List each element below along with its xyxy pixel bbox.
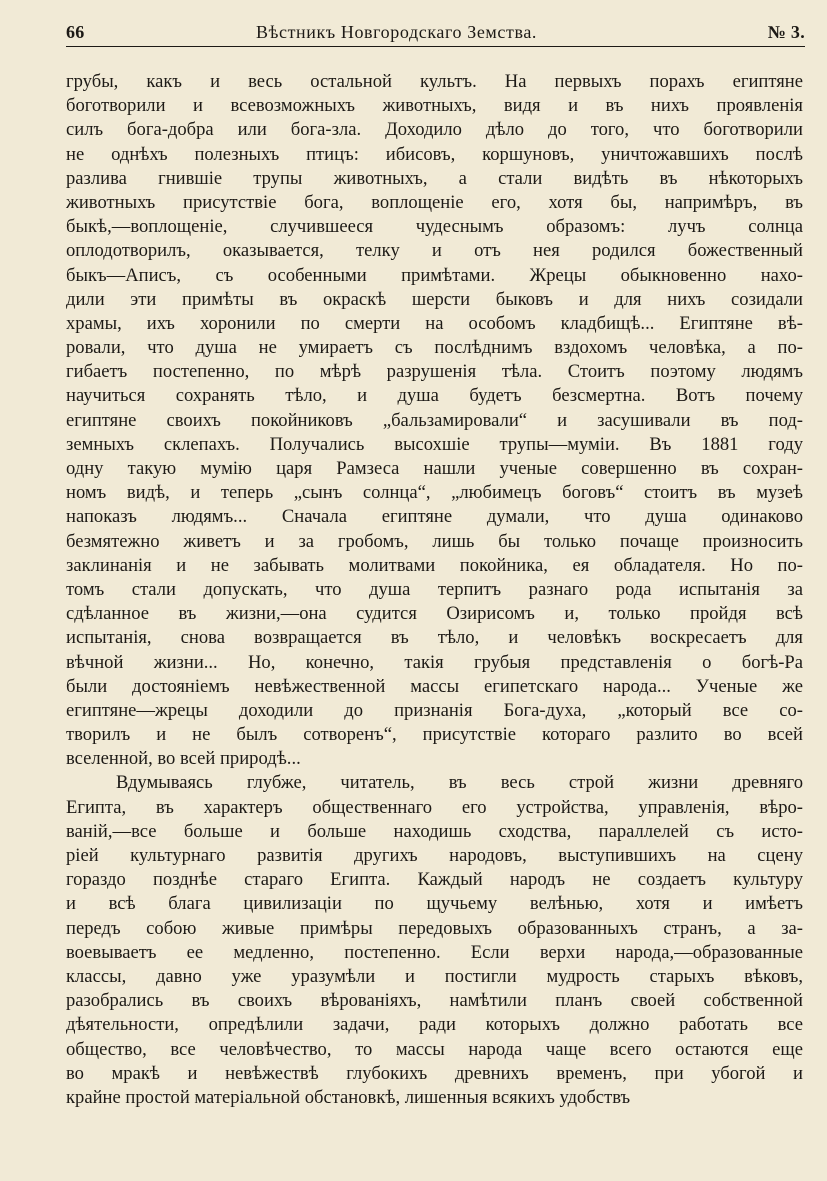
text-line: не однѣхъ полезныхъ птицъ: ибисовъ, коршуновъ, уничтожавшихъ послѣ [66, 143, 803, 165]
text-line: оплодотворилъ, оказывается, телку и отъ нея родился божественный [66, 240, 803, 262]
paragraph [66, 70, 803, 771]
text-line: быкъ—Аписъ, съ особенными примѣтами. Жрецы обыкновенно нахо- [66, 264, 803, 286]
text-line: творилъ и не былъ сотворенъ“, присутствіе котораго разлито во всей [66, 724, 803, 746]
text-line: заклинанія и не забывать молитвами покойника, ея обладателя. Но по- [66, 554, 803, 576]
text-line: испытанія, снова возвращается въ тѣло, и человѣкъ воскресаетъ для [66, 627, 803, 649]
journal-title: Вѣстникъ Новгородскаго Земства. [256, 22, 538, 42]
text-line: передъ собою живые примѣры передовыхъ образованныхъ странъ, а за- [66, 917, 803, 939]
text-line: дили эти примѣты въ окраскѣ шерсти быковъ и для нихъ созидали [66, 288, 803, 310]
text-line: крайне простой матеріальной обстановкѣ, лишенныя всякихъ удобствъ [66, 1086, 631, 1108]
text-line: научиться сохранять тѣло, и душа будетъ безсмертна. Вотъ почему [66, 385, 803, 407]
text-line: боготворили и всевозможныхъ животныхъ, видя и въ нихъ проявленія [66, 95, 803, 117]
text-line: животныхъ присутствіе бога, воплощеніе его, хотя бы, напримѣръ, въ [66, 191, 803, 213]
text-line: вселенной, во всей природѣ... [66, 748, 301, 770]
issue-number: № 3. [767, 22, 805, 42]
text-line: разобрались въ своихъ вѣрованіяхъ, намѣтили планъ своей собственной [66, 990, 803, 1012]
text-line: общество, все человѣчество, то массы народа чаще всего остаются еще [66, 1038, 803, 1060]
page-number: 66 [66, 22, 85, 42]
text-line: земныхъ склепахъ. Получались высохшіе трупы—мумiи. Въ 1881 году [66, 433, 803, 455]
text-line: и всѣ блага цивилизаціи по щучьему велѣнью, хотя и имѣетъ [66, 893, 803, 915]
text-line: томъ стали допускать, что душа терпитъ разнаго рода испытанія за [66, 578, 803, 600]
text-line: классы, давно уже уразумѣли и постигли мудрость старыхъ вѣковъ, [66, 965, 803, 987]
text-line: во мракѣ и невѣжествѣ глубокихъ древнихъ временъ, при убогой и [66, 1062, 803, 1084]
text-line: ровали, что душа не умираетъ съ послѣднимъ вздохомъ человѣка, а по- [66, 337, 803, 359]
text-line: дѣятельности, опредѣлили задачи, ради которыхъ должно работать все [66, 1014, 803, 1036]
text-line: безмятежно живетъ и за гробомъ, лишь бы только почаще произносить [66, 530, 803, 552]
text-line: ріей культурнаго развитія другихъ народовъ, выступившихъ на сцену [66, 845, 803, 866]
text-line: храмы, ихъ хоронили по смерти на особомъ кладбищѣ... Египтяне вѣ- [66, 312, 803, 334]
text-line: гораздо позднѣе стараго Египта. Каждый народъ не создаетъ культуру [66, 869, 803, 891]
text-line: разлива гнившіе трупы животныхъ, а стали видѣть въ нѣкоторыхъ [66, 167, 803, 189]
text-line: Вдумываясь глубже, читатель, въ весь строй жизни древняго [116, 772, 803, 794]
text-line: были достояніемъ невѣжественной массы египетскаго народа... Ученые же [66, 675, 803, 697]
text-line: номъ видѣ, и теперь „сынъ солнца“, „любимецъ боговъ“ стоитъ въ музеѣ [66, 482, 803, 504]
paragraph [66, 771, 803, 1110]
text-line: грубы, какъ и весь остальной культъ. На первыхъ порахъ египтяне [66, 71, 803, 92]
text-line: египтяне своихъ покойниковъ „бальзамировали“ и засушивали въ под- [66, 409, 803, 431]
text-line: гибаетъ постепенно, по мѣрѣ разрушенія тѣла. Стоитъ поэтому людямъ [66, 361, 803, 383]
text-line: одну такую мумію царя Рамзеса нашли ученые совершенно въ сохран- [66, 458, 803, 479]
text-line: силъ бога-добра или бога-зла. Доходило дѣло до того, что боготворили [66, 119, 803, 141]
text-line: сдѣланное въ жизни,—она судится Озирисомъ и, только пройдя всѣ [66, 603, 803, 625]
text-line: воевываетъ ее медленно, постепенно. Если верхи народа,—образованные [66, 941, 803, 963]
text-line: Египта, въ характеръ общественнаго его устройства, управленія, вѣро- [66, 796, 803, 818]
text-line: ваній,—все больше и больше находишь сходства, параллелей съ исто- [66, 820, 803, 842]
header-rule [66, 46, 805, 47]
text-line: напоказъ людямъ... Сначала египтяне думали, что душа одинаково [66, 506, 803, 528]
article-body [66, 70, 803, 1110]
text-line: быкѣ,—воплощеніе, случившееся чудеснымъ образомъ: лучъ солнца [66, 216, 803, 238]
running-header [66, 18, 805, 48]
text-line: вѣчной жизни... Но, конечно, такія грубыя представленія о богѣ-Ра [66, 651, 803, 673]
text-line: египтяне—жрецы доходили до признанія Бога-духа, „который все со- [66, 699, 803, 721]
